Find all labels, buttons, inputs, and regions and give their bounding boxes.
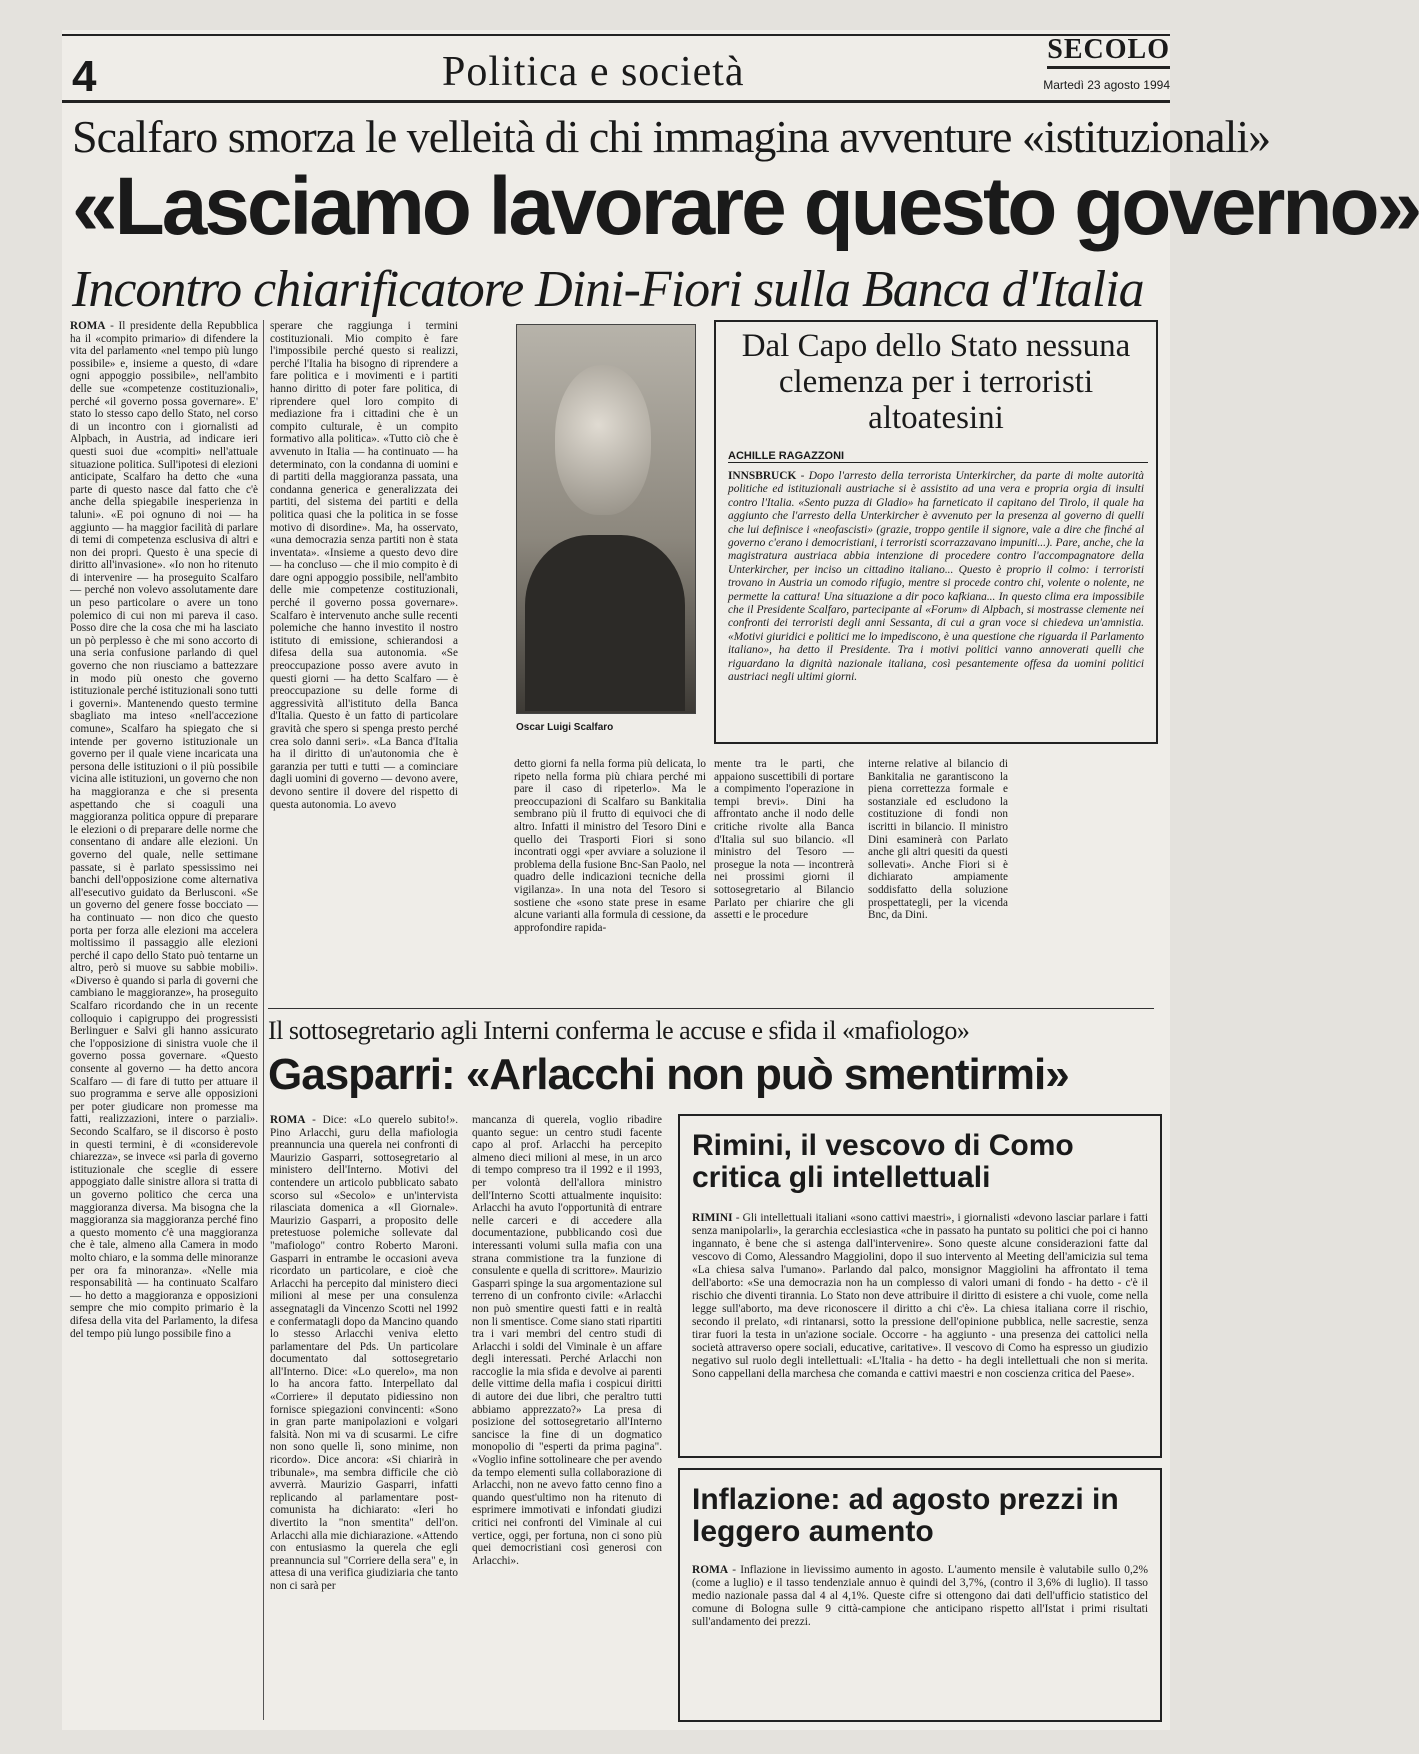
rimini-text: - Gli intellettuali italiani «sono cattivi maestri», i giornalisti «devono lasciar parlare i fatti senza manipolarli», la gerarchia ecclesiastica «che in passato ha puntato su politici che poi ci hanno ingannato, è bene che si astenga dall'intervenire». Sono queste alcune considerazioni fatte dal vescovo di Como, Alessandro Maggiolini, dopo il suo intervento al Meeting dell'amicizia sul tema «La chiesa salva l'umano». Parlando dal palco, monsignor Maggiolini ha affrontato il tema dell'aborto: «Se una democrazia non ha un complesso di valori umani di fondo - ha detto - c'è il rischio che diventi tirannia. Lo Stato non deve attribuire il diritto di esistere a chi vuole, come nella legge sull'aborto, ma deve riconoscere il diritto a chi c'è». La chiesa italiana corre il rischio, secondo il prelato, «di rintanarsi, sotto la pressione dell'opinione pubblica, nelle sacrestie, senza tirar fuori la testa in un'azione sociale. Occorre - ha aggiunto - una presenza dei cattolici nella società attraverso opere sociali, educative, caritative». Il vescovo di Como ha espresso un giudizio negativo sul ruolo degli intellettuali: «L'Italia - ha detto - ha degli intellettuali che non si merita. Sono cappellani della marchesa che comanda e cattivi maestri e non coscienza critica del Paese».	[692, 1212, 1148, 1380]
inflazione-headline: Inflazione: ad agosto prezzi in leggero aumento	[692, 1483, 1119, 1548]
gasparri-column-2-text: mancanza di querela, voglio ribadire quanto segue: un centro studi facente capo al prof. Arlacchi ha percepito almeno dieci milioni al mese, in un arco di tempo compreso tra il 1992 e il 1993, per volontà dell'allora ministro dell'Interno Scotti attualmente inquisito: Arlacchi ha avuto l'opportunità di entrare nelle carceri e di accedere alla documentazione, pubblicando così due interessanti volumi sulla mafia con una strana commistione tra la funzione di consulente e quella di scrittore». Maurizio Gasparri spinge la sua argomentazione sul terreno di un confronto civile: «Arlacchi non può smentire questi fatti e in realtà non li smentisce. Come siano stati ripartiti tra i vari membri del centro studi di Arlacchi i soldi del Viminale è un affare degli interessati. Perché Arlacchi non raccoglie la mia sfida e devolve ai parenti delle vittime della mafia i cospicui diritti di autore dei due libri, che peraltro tutti abbiamo apprezzato?» La presa di posizione del sottosegretario all'Interno sancisce la fine di un dogmatico monopolio di "esperti da prima pagina". «Voglio infine sottolineare che per avendo da tempo elementi sulla collaborazione di Arlacchi, non ne avevo fatto cenno fino a quando quest'ultimo non ha ritenuto di esprimere immotivati e infondati giudizi critici nei confronti del Viminale al cui vertice, oggi, per fortuna, non ci sono più quei democristiani così generosi con Arlacchi».	[472, 1114, 662, 1567]
photo-suit	[525, 535, 685, 711]
lead-column-4	[714, 758, 854, 998]
logo-word: SECOLO	[1047, 34, 1170, 69]
lead-column-1	[70, 320, 258, 1720]
rimini-headline: Rimini, il vescovo di Como critica gli intellettuali	[692, 1129, 1074, 1194]
inflazione-body	[692, 1564, 1148, 1714]
sidebar-box	[714, 320, 1158, 744]
lead-headline: «Lasciamo lavorare questo governo»	[72, 161, 1419, 252]
gasparri-dateline: ROMA	[270, 1114, 306, 1126]
lead-column-5-text: interne relative al bilancio di Bankitalia ne garantiscono la piena correttezza formale e sostanziale ed escludono la costituzione di fondi non iscritti in bilancio. Il ministro Dini esaminerà con Parlato anche gli altri quesiti da questi sollevati». Anche Fiori si è dichiarato ampiamente soddisfatto della soluzione prospettategli, per la vicenda Bnc, da Dini.	[868, 758, 1008, 922]
lead-column-2-text: sperare che raggiunga i termini costituzionali. Mio compito è fare l'impossibile perché questo si realizzi, perché l'Italia ha bisogno di riprendere a fare politica e i movimenti e i partiti hanno diritto di poter fare politica, di riprendere quel loro compito di mediazione fra i cittadini che è un compito culturale, è un compito formativo alla politica». «Tutto ciò che è avvenuto in Italia — ha continuato — ha determinato, con la condanna di uomini e di partiti della maggioranza passata, una condanna generica e generalizzata dei partiti, del sistema dei partiti e della politica quasi che la politica in se fosse motivo di disordine». Ma, ha osservato, «una democrazia senza partiti non è stata inventata». «Insieme a questo devo dire — ha concluso — che il mio compito è di dare ogni appoggio possibile, nell'ambito delle mie competenze costituzionali, perché il governo possa governare». Scalfaro è intervenuto anche sulle recenti polemiche che hanno investito il nostro istituto di emissione, schierandosi a difesa della sua autonomia. «Se preoccupazione posso avere avuto in questi giorni — ha detto Scalfaro — è preoccupazione su delle forme di aggressività all'istituto della Banca d'Italia. Questo è un fatto di particolare gravità che spero si spenga presto perché crea solo danni seri». «La Banca d'Italia ha il diritto di un'autonomia che è garanzia per tutti e tutti — a cominciare dagli uomini di governo — devono avere, devono sentire il dovere del rispetto di questa autonomia. Lo avevo	[270, 320, 458, 811]
section-title	[442, 48, 745, 96]
lead-column-5	[868, 758, 1008, 998]
gasparri-headline: Gasparri: «Arlacchi non può smentirmi»	[268, 1050, 1069, 1099]
lead-column-2	[270, 320, 458, 998]
lead-kicker: Scalfaro smorza le velleità di chi immagina avventure «istituzionali»	[72, 111, 1271, 162]
rimini-box	[678, 1114, 1162, 1458]
photo-face	[555, 365, 651, 515]
sidebar-title: Dal Capo dello Stato nessuna clemenza per i terroristi altoatesini	[741, 328, 1131, 436]
rimini-dateline: RIMINI	[692, 1212, 733, 1224]
section-title-text: Politica e società	[442, 49, 745, 95]
newspaper-page	[62, 30, 1419, 1730]
sidebar-dateline: INNSBRUCK	[728, 470, 797, 482]
inflazione-box	[678, 1468, 1162, 1722]
gasparri-kicker: Il sottosegretario agli Interni conferma le accuse e sfida il «mafiologo»	[268, 1016, 970, 1045]
sidebar-author: ACHILLE RAGAZZONI	[728, 450, 1148, 463]
issue-date: Martedì 23 agosto 1994	[1043, 78, 1170, 92]
lead-column-3-text: detto giorni fa nella forma più delicata, lo ripeto nella forma più chiara perché mi pare il caso di ripeterlo». Ma le preoccupazioni di Scalfaro su Bankitalia sembrano più il frutto di equivoci che di altro. Infatti il ministro del Tesoro Dini e quello dei Trasporti Fiori si sono incontrati oggi «per avviare a soluzione il problema della fusione Bnc-San Paolo, nel quadro delle indicazioni tecniche della vigilanza». In una nota del Tesoro si sostiene che «sono state prese in esame alcune varianti alla formula di cessione, da approfondire rapida-	[514, 758, 706, 934]
masthead-top-rule	[62, 34, 1170, 36]
lead-column-3	[514, 758, 706, 998]
gasparri-column-1	[270, 1114, 458, 1724]
lead-column-1-text: - Il presidente della Repubblica ha il «compito primario» di difendere la vita del parlamento «nel tempo più lungo possibile» e, insieme a questo, di «dare ogni appoggio possibile», nell'ambito delle sue «competenze costituzionali», perché «il governo possa governare». E' stato lo stesso capo dello Stato, nel corso di un incontro con i giornalisti ad Alpbach, in Austria, ad indicare ieri questi suoi due «compiti» nell'attuale situazione politica. Sull'ipotesi di elezioni anticipate, Scalfaro ha detto che «una parte di questo nasce dal fatto che c'è anche della spiegabile inesperienza in taluni». «E poi ognuno di noi — ha aggiunto — ha maggior facilità di parlare di temi di competenza esclusiva di altri e non dei propri. Questo è una specie di diritto all'invasione». «Io non ho ritenuto di intervenire — ha proseguito Scalfaro — perché non volevo assolutamente dare un peso particolare o avere un tono polemico di cui non mi pareva il caso. Posso dire che la cosa che mi ha lasciato un pò perplesso è che mi sono accorto di una seria confusione parlando di quel governo che non riusciamo a battezzare in modo più onesto che governo istituzionale perché istituzionali sono tutti i governi». Mantenendo questo termine sbagliato ma inteso «nell'accezione comune», Scalfaro ha spiegato che si intende per governo istituzionale un governo per il quale viene incaricata una persona delle istituzioni o il più possibile vicina alle istituzioni, un governo che non ha maggioranza e che si presenta aspettando che si coaguli una maggioranza politica oppure di preparare le elezioni o di preparare delle norme che consentano di andare alle elezioni. Un governo del quale, nelle settimane passate, si è parlato spessissimo nei banchi dell'opposizione come alternativa all'esecutivo guidato da Berlusconi. «Se un governo del genere fosse bocciato — ha continuato — non dico che questo porta per forza alle elezioni ma accelera moltissimo il passaggio alle elezioni perché il capo dello Stato può tentarne un altro, però si muove su sabbie mobili». «Diverso è quando si parla di governi che cambiano le maggioranze», ha proseguito Scalfaro ricordando che in un recente colloquio i capigruppo dei progressisti Berlinguer e Salvi gli hanno assicurato che l'opposizione di sinistra vuole che il governo possa governare. «Questo consente al governo — ha detto ancora Scalfaro — di fare di tutto per attuare il suo programma e serve alle opposizioni per poter giudicare non promesse ma fatti, realizzazioni, intere o parziali». Secondo Scalfaro, se il discorso è posto in questi termini, è di «considerevole chiarezza», se invece «si parla di governo istituzionale che sceglie di essere appoggiato dalle sinistre allora si tratta di un governo politico che cerca una maggioranza diversa. Ma bisogna che la maggioranza sia maggioranza perché fino a questo momento c'è una maggioranza che è tale, almeno alla Camera in modo molto chiaro, e la somma delle minoranze per ora fa minoranza». «Nelle mia responsabilità — ha continuato Scalfaro — ho detto a maggioranza e opposizioni sempre che mio compito primario è la difesa della vita del Parlamento, la difesa del tempo più lungo possibile fino a	[70, 320, 258, 1340]
column-divider	[263, 320, 264, 1720]
lead-column-4-text: mente tra le parti, che appaiono suscettibili di portare a compimento l'operazione in tempi brevi». Dini ha affrontato anche il nodo delle critiche rivolte alla Banca d'Italia sul suo bilancio. «Il ministro del Tesoro — prosegue la nota — incontrerà nei prossimi giorni il sottosegretario al Bilancio Parlato per chiarire che gli assetti e le procedure	[714, 758, 854, 922]
page-number: 4	[72, 52, 97, 101]
newspaper-logo	[1020, 34, 1170, 69]
lead-subheadline: Incontro chiarificatore Dini-Fiori sulla Banca d'Italia	[72, 261, 1144, 318]
sidebar-text: - Dopo l'arresto della terrorista Unterkircher, da parte di molte autorità politiche ed istituzionali austriache si è assistito ad una vera e propria orgia di insulti contro l'Italia. «Sento puzza di Gladio» ha farneticato il capitano del Tirolo, il quale ha aggiunto che l'arresto della Unterkircher è avvenuto per la presenza al governo di quelli che lui definisce i «neofascisti» (grazie, troppo gentile il signore, vale a dire che finché al governo c'erano i democristiani, i terroristi scorrazzavano impuniti...). Pare, anche, che la magistratura austriaca abbia intenzione di procedere contro l'accompagnatore della Unterkircher, per inciso un cittadino italiano... Questo è proprio il colmo: i terroristi trovano in Austria un comodo rifugio, mentre si procede contro chi, volente o nolente, ne permette la cattura! Una situazione a dir poco kafkiana... In questo clima era impossibile che il Presidente Scalfaro, partecipante al «Forum» di Alpbach, si mostrasse clemente nei confronti dei terroristi degli anni Sessanta, di cui a gran voce si chiedeva un'amnistia. «Motivi giuridici e politici me lo impediscono, è una questione che riguarda il Parlamento italiano», ha detto il Presidente. Tra i motivi politici vanno annoverati quelli che riguardano la dignità nazionale italiana, così pesantemente offesa da uomini politici austriaci negli ultimi giorni.	[728, 470, 1144, 684]
section-divider	[268, 1008, 1154, 1009]
sidebar-body	[728, 470, 1144, 735]
inflazione-dateline: ROMA	[692, 1564, 729, 1576]
rimini-body	[692, 1212, 1148, 1450]
masthead-bottom-rule	[62, 100, 1170, 103]
lead-dateline: ROMA	[70, 320, 106, 332]
inflazione-text: - Inflazione in lievissimo aumento in agosto. L'aumento mensile è valutabile sullo 0,2% (come a luglio) e il tasso tendenziale annuo è quindi del 3,7%, (contro il 3,6% di luglio). Il tasso medio nazionale passa dal 4 al 4,1%. Queste cifre si ottengono dai dati dell'ufficio statistico del comune di Bologna sulle 9 città-campione che anticipano rispetto all'Istat i primi risultati sull'andamento dei prezzi.	[692, 1564, 1148, 1628]
photo-caption: Oscar Luigi Scalfaro	[516, 722, 614, 733]
scalfaro-photo	[516, 324, 696, 714]
gasparri-column-1-text: - Dice: «Lo querelo subito!». Pino Arlacchi, guru della mafiologia preannuncia una querela nei confronti di Maurizio Gasparri, sottosegretario al ministero dell'Interno. Motivi del contendere un articolo pubblicato sabato scorso sul «Secolo» e un'intervista rilasciata domenica a «Il Giornale». Maurizio Gasparri, a proposito delle pretestuose polemiche sollevate dal "mafiologo" contro Roberto Maroni. Gasparri in entrambe le occasioni aveva ricordato un particolare, e cioè che Arlacchi ha percepito dal ministero dieci milioni al mese per una consulenza assegnatagli da Vincenzo Scotti nel 1992 e confermatagli dopo da Mancino quando lo stesso Arlacchi veniva eletto parlamentare del Pds. Un particolare documentato dal sottosegretario all'Interno. Dice: «Lo querelo», ma non lo ha ancora fatto. Interpellato dal «Corriere» il deputato pidiessino non fornisce spiegazioni convincenti: «Sono in gran parte manipolazioni e volgari falsità. Non mi va di scusarmi. Le cifre non sono quelle lì, sono minime, non ricordo». Dice ancora: «Si chiarirà in tribunale», ma sembra difficile che ciò avverrà. Maurizio Gasparri, infatti replicando al parlamentare post-comunista ha dichiarato: «Ieri ho divertito la "non smentita" dell'on. Arlacchi alla mie dichiarazione. «Attendo con entusiasmo la querela che egli preannuncia sul "Corriere della sera" e, in attesa di una verifica giudiziaria che tanto non ci sarà per	[270, 1114, 458, 1592]
gasparri-column-2	[472, 1114, 662, 1724]
